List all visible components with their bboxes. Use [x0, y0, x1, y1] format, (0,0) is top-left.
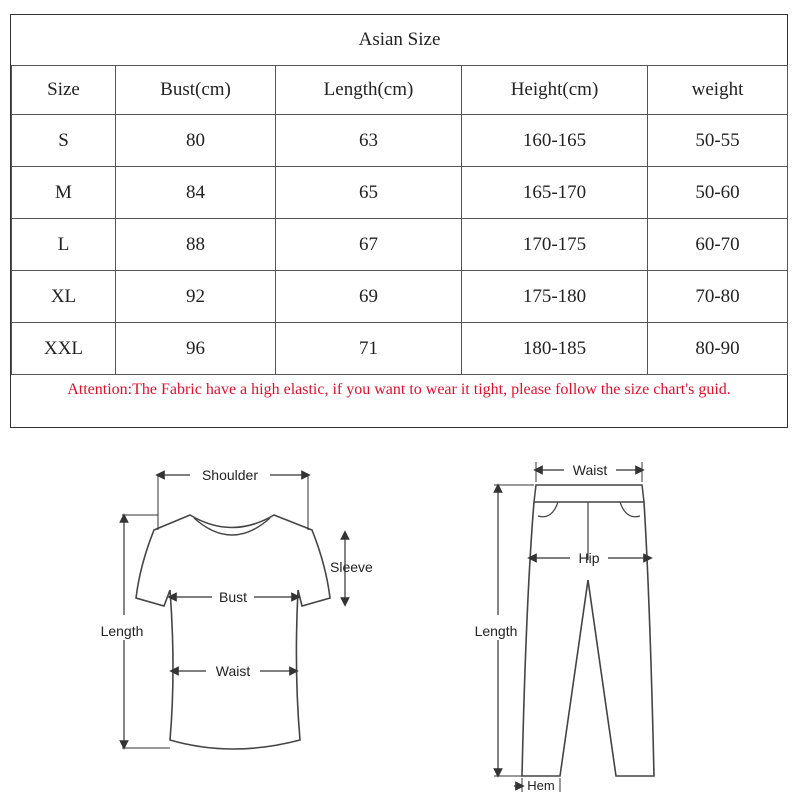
- cell-bust: 84: [116, 167, 276, 219]
- header-size: Size: [12, 66, 116, 115]
- pants-hip-label: Hip: [578, 550, 600, 566]
- cell-height: 160-165: [462, 115, 648, 167]
- tshirt-diagram: [90, 440, 390, 795]
- cell-weight: 60-70: [648, 219, 788, 271]
- table-row: [12, 219, 788, 271]
- bust-label: Bust: [218, 589, 248, 605]
- cell-weight: 70-80: [648, 271, 788, 323]
- cell-height: 165-170: [462, 167, 648, 219]
- cell-bust: 80: [116, 115, 276, 167]
- cell-weight: 50-60: [648, 167, 788, 219]
- table-row: [12, 167, 788, 219]
- pants-length-label: Length: [474, 623, 518, 639]
- cell-length: 65: [276, 167, 462, 219]
- header-length: Length(cm): [276, 66, 462, 115]
- cell-length: 63: [276, 115, 462, 167]
- attention-note: Attention:The Fabric have a high elastic, if you want to wear it tight, please follow the size chart's guid.: [67, 381, 731, 398]
- cell-height: 180-185: [462, 323, 648, 375]
- shoulder-label: Shoulder: [201, 467, 259, 483]
- cell-size: XXL: [12, 323, 116, 375]
- cell-size: XL: [12, 271, 116, 323]
- cell-length: 69: [276, 271, 462, 323]
- table-title: Asian Size: [12, 15, 788, 66]
- header-height: Height(cm): [462, 66, 648, 115]
- cell-length: 67: [276, 219, 462, 271]
- cell-bust: 92: [116, 271, 276, 323]
- cell-height: 175-180: [462, 271, 648, 323]
- cell-weight: 50-55: [648, 115, 788, 167]
- tshirt-outline: [136, 515, 330, 749]
- pants-diagram: [460, 440, 690, 795]
- pants-pocket-left: [538, 502, 558, 517]
- table-row: [12, 271, 788, 323]
- length-label: Length: [100, 623, 144, 639]
- cell-size: S: [12, 115, 116, 167]
- cell-length: 71: [276, 323, 462, 375]
- cell-height: 170-175: [462, 219, 648, 271]
- waist-label: Waist: [215, 663, 251, 679]
- pants-hem-label: Hem: [527, 778, 555, 793]
- header-bust: Bust(cm): [116, 66, 276, 115]
- sleeve-label: Sleeve: [330, 559, 373, 575]
- cell-size: M: [12, 167, 116, 219]
- size-table: [11, 15, 788, 375]
- cell-size: L: [12, 219, 116, 271]
- cell-bust: 88: [116, 219, 276, 271]
- tshirt-collar: [194, 518, 270, 535]
- table-row: [12, 115, 788, 167]
- pants-waist-label: Waist: [572, 462, 608, 478]
- cell-weight: 80-90: [648, 323, 788, 375]
- cell-bust: 96: [116, 323, 276, 375]
- size-chart: [10, 14, 788, 428]
- pants-pocket-right: [620, 502, 640, 517]
- pants-waistband: [534, 485, 644, 502]
- header-weight: weight: [648, 66, 788, 115]
- table-row: [12, 323, 788, 375]
